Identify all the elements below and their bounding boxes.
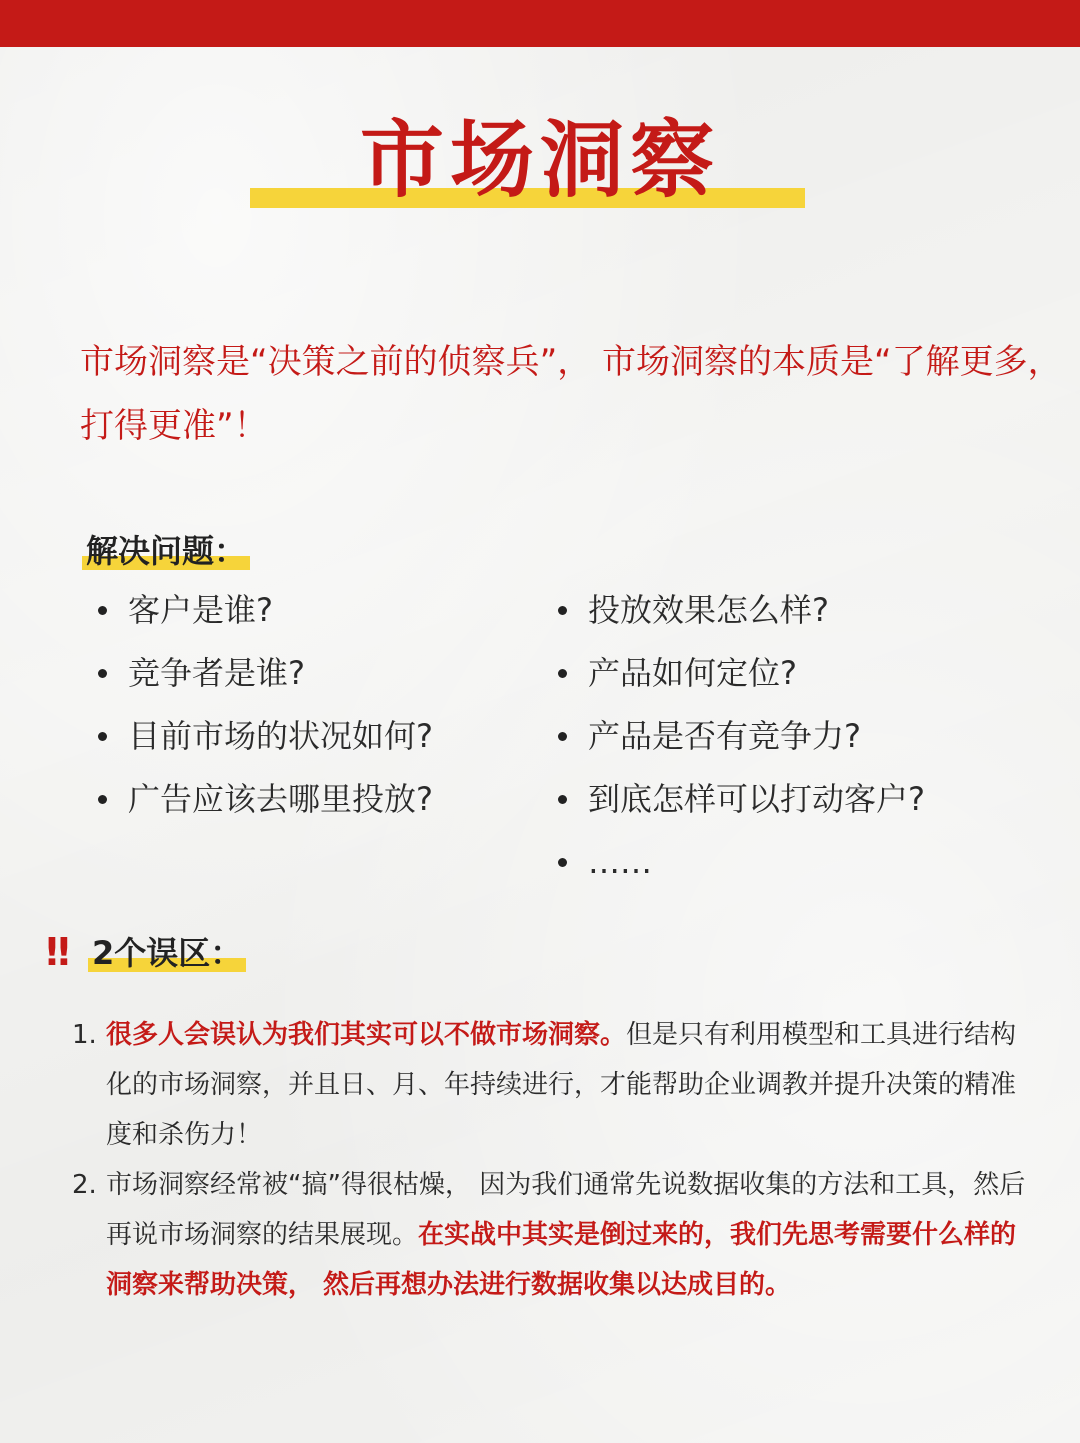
list-item: 投放效果怎么样? <box>558 582 925 645</box>
pitfall-item-2: 2. 市场洞察经常被“搞”得很枯燥， 因为我们通常先说数据收集的方法和工具，然后再说市场洞察的结果展现。在实战中其实是倒过来的，我们先思考需要什么样的洞察来帮助决策， 然后再想办法进行数据收集以达成目的。 <box>72 1170 1026 1300</box>
intro-paragraph: 市场洞察是“决策之前的侦察兵”， 市场洞察的本质是“了解更多，打得更准”！ <box>80 342 1062 446</box>
pitfall-2-emphasis: 在实战中其实是倒过来的，我们先思考需要什么样的洞察来帮助决策， 然后再想办法进行数据收集以达成目的。 <box>106 1220 1017 1300</box>
page-title: 市场洞察 <box>359 111 720 209</box>
question-list-left <box>98 582 433 834</box>
pitfalls-heading: 2个误区： <box>92 928 242 974</box>
title-block <box>0 110 1080 220</box>
pitfall-item-1: 1. 很多人会误认为我们其实可以不做市场洞察。但是只有利用模型和工具进行结构化的市场洞察，并且日、月、年持续进行，才能帮助企业调教并提升决策的精准度和杀伤力！ <box>72 1020 1017 1150</box>
problems-heading: 解决问题： <box>86 526 246 572</box>
list-item: 客户是谁? <box>98 582 433 645</box>
list-item: 竞争者是谁? <box>98 645 433 708</box>
pitfall-1-emphasis: 很多人会误认为我们其实可以不做市场洞察。 <box>106 1020 627 1050</box>
pitfall-2-text: 市场洞察经常被“搞”得很枯燥， 因为我们通常先说数据收集的方法和工具，然后再说市场洞察的结果展现。 <box>106 1170 1026 1250</box>
list-item: 目前市场的状况如何? <box>98 708 433 771</box>
pitfall-list <box>72 1010 1032 1310</box>
list-item: 产品是否有竞争力? <box>558 708 925 771</box>
list-item: 产品如何定位? <box>558 645 925 708</box>
list-item: 广告应该去哪里投放? <box>98 771 433 834</box>
top-accent-bar <box>0 0 1080 47</box>
double-exclamation-icon: ‼ <box>46 930 64 974</box>
pitfall-1-text: 但是只有利用模型和工具进行结构化的市场洞察，并且日、月、年持续进行，才能帮助企业调教并提升决策的精准度和杀伤力！ <box>106 1020 1017 1150</box>
list-item: 到底怎样可以打动客户? <box>558 771 925 834</box>
question-list-right <box>558 582 925 897</box>
list-item: …… <box>558 834 925 897</box>
